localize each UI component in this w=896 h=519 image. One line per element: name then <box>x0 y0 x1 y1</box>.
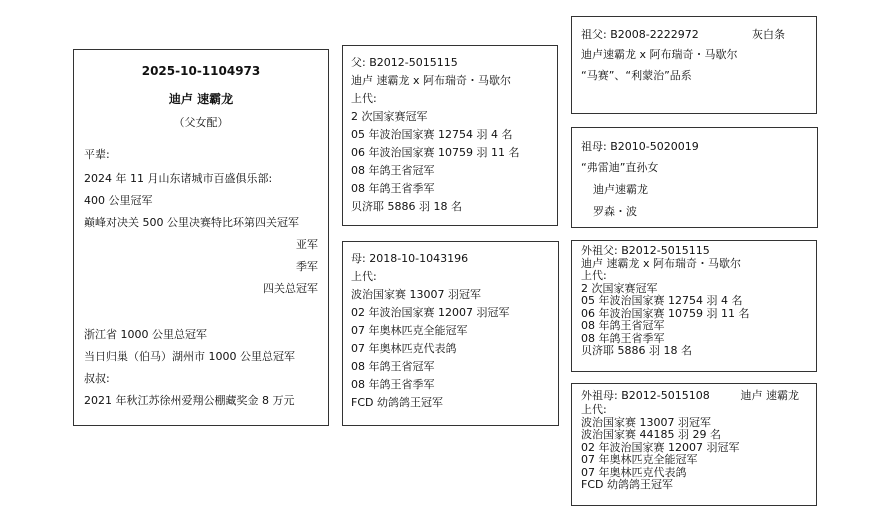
subject-record: 当日归巢（伯马）湖州市 1000 公里总冠军 <box>84 350 295 363</box>
sire-record: 08 年鸽王省季军 <box>351 182 435 195</box>
dam-title: 母: 2018-10-1043196 <box>351 252 469 265</box>
uncles-record: 2021 年秋江苏徐州爱翔公棚藏奖金 8 万元 <box>84 394 295 407</box>
granddam-maternal-record: 波治国家赛 44185 羽 29 名 <box>581 428 721 441</box>
sire-record: 08 年鸽王省冠军 <box>351 164 435 177</box>
dam-record: 08 年鸽王省冠军 <box>351 360 435 373</box>
uncles-label: 叔叔: <box>84 372 110 385</box>
granddam-maternal-record: 07 年奥林匹克代表鸽 <box>581 465 687 479</box>
grandsire-paternal-record: 迪卢速霸龙 x 阿布瑞奇・马歇尔 <box>581 48 738 61</box>
sire-record: 贝济耶 5886 羽 18 名 <box>351 200 462 213</box>
grandsire-maternal-gen-label: 上代: <box>581 269 607 282</box>
grandsire-paternal-title: 祖父: B2008-2222972 <box>581 28 699 41</box>
granddam-maternal-title: 外祖母: B2012-5015108 <box>581 389 710 402</box>
siblings-label: 平辈: <box>84 148 110 161</box>
granddam-maternal-record: 波治国家赛 13007 羽冠军 <box>581 415 711 429</box>
subject-name: 迪卢 速霸龙 <box>168 92 234 106</box>
dam-gen-label: 上代: <box>351 270 377 283</box>
grandsire-maternal-name: 迪卢 速霸龙 x 阿布瑞奇・马歇尔 <box>581 256 741 270</box>
sire-record: 06 年波治国家赛 10759 羽 11 名 <box>351 146 520 159</box>
grandsire-maternal-card <box>571 240 817 372</box>
subject-ring-number: 2025-10-1104973 <box>141 64 261 78</box>
subject-record-right: 四关总冠军 <box>263 282 318 295</box>
sire-card <box>342 45 558 226</box>
grandsire-maternal-record: 06 年波治国家赛 10759 羽 11 名 <box>581 306 750 320</box>
granddam-paternal-record: 迪卢速霸龙 <box>593 183 648 196</box>
grandsire-maternal-record: 2 次国家赛冠军 <box>581 281 658 295</box>
grandsire-maternal-record: 08 年鸽王省季军 <box>581 331 665 345</box>
sire-gen-label: 上代: <box>351 92 377 105</box>
subject-record: 2024 年 11 月山东诸城市百盛俱乐部: <box>84 172 273 185</box>
dam-record: 07 年奥林匹克全能冠军 <box>351 324 468 337</box>
granddam-paternal-card <box>571 127 818 228</box>
granddam-paternal-record: 罗森・波 <box>593 205 637 218</box>
dam-record: FCD 幼鸽鸽王冠军 <box>351 396 443 409</box>
grandsire-paternal-color: 灰白条 <box>752 28 785 41</box>
grandsire-maternal-record: 05 年波治国家赛 12754 羽 4 名 <box>581 294 743 307</box>
grandsire-maternal-record: 08 年鸽王省冠军 <box>581 319 665 332</box>
sire-name: 迪卢 速霸龙 x 阿布瑞奇・马歇尔 <box>351 74 511 87</box>
grandsire-paternal-card <box>571 16 817 114</box>
grandsire-paternal-record: “马赛”、“利蒙治”品系 <box>581 69 692 82</box>
subject-record: 浙江省 1000 公里总冠军 <box>84 328 207 341</box>
sire-record: 2 次国家赛冠军 <box>351 110 428 123</box>
subject-mating: （父女配） <box>173 116 229 129</box>
grandsire-maternal-title: 外祖父: B2012-5015115 <box>581 244 710 257</box>
granddam-maternal-name: 迪卢 速霸龙 <box>740 389 799 402</box>
granddam-paternal-title: 祖母: B2010-5020019 <box>581 140 699 153</box>
subject-card <box>73 49 329 426</box>
grandsire-paternal-header <box>581 26 807 44</box>
dam-record: 02 年波治国家赛 12007 羽冠军 <box>351 306 510 319</box>
granddam-maternal-header <box>581 388 807 404</box>
dam-record: 08 年鸽王省季军 <box>351 378 435 391</box>
subject-record-right: 季军 <box>296 260 318 273</box>
sire-record: 05 年波治国家赛 12754 羽 4 名 <box>351 128 513 141</box>
granddam-maternal-card <box>571 383 817 506</box>
granddam-maternal-record: 02 年波治国家赛 12007 羽冠军 <box>581 440 740 454</box>
granddam-maternal-record: FCD 幼鸽鸽王冠军 <box>581 478 673 491</box>
sire-title: 父: B2012-5015115 <box>351 56 458 69</box>
dam-card <box>342 241 559 426</box>
subject-record: 400 公里冠军 <box>84 194 153 207</box>
granddam-maternal-record: 07 年奥林匹克全能冠军 <box>581 453 698 466</box>
granddam-maternal-gen-label: 上代: <box>581 403 607 416</box>
subject-record-right: 亚军 <box>296 238 318 251</box>
subject-record: 巅峰对决关 500 公里决赛特比环第四关冠军 <box>84 216 299 229</box>
granddam-paternal-record: “弗雷迪”直孙女 <box>581 161 659 174</box>
dam-record: 波治国家赛 13007 羽冠军 <box>351 288 481 301</box>
dam-record: 07 年奥林匹克代表鸽 <box>351 342 457 355</box>
grandsire-maternal-record: 贝济耶 5886 羽 18 名 <box>581 344 692 357</box>
